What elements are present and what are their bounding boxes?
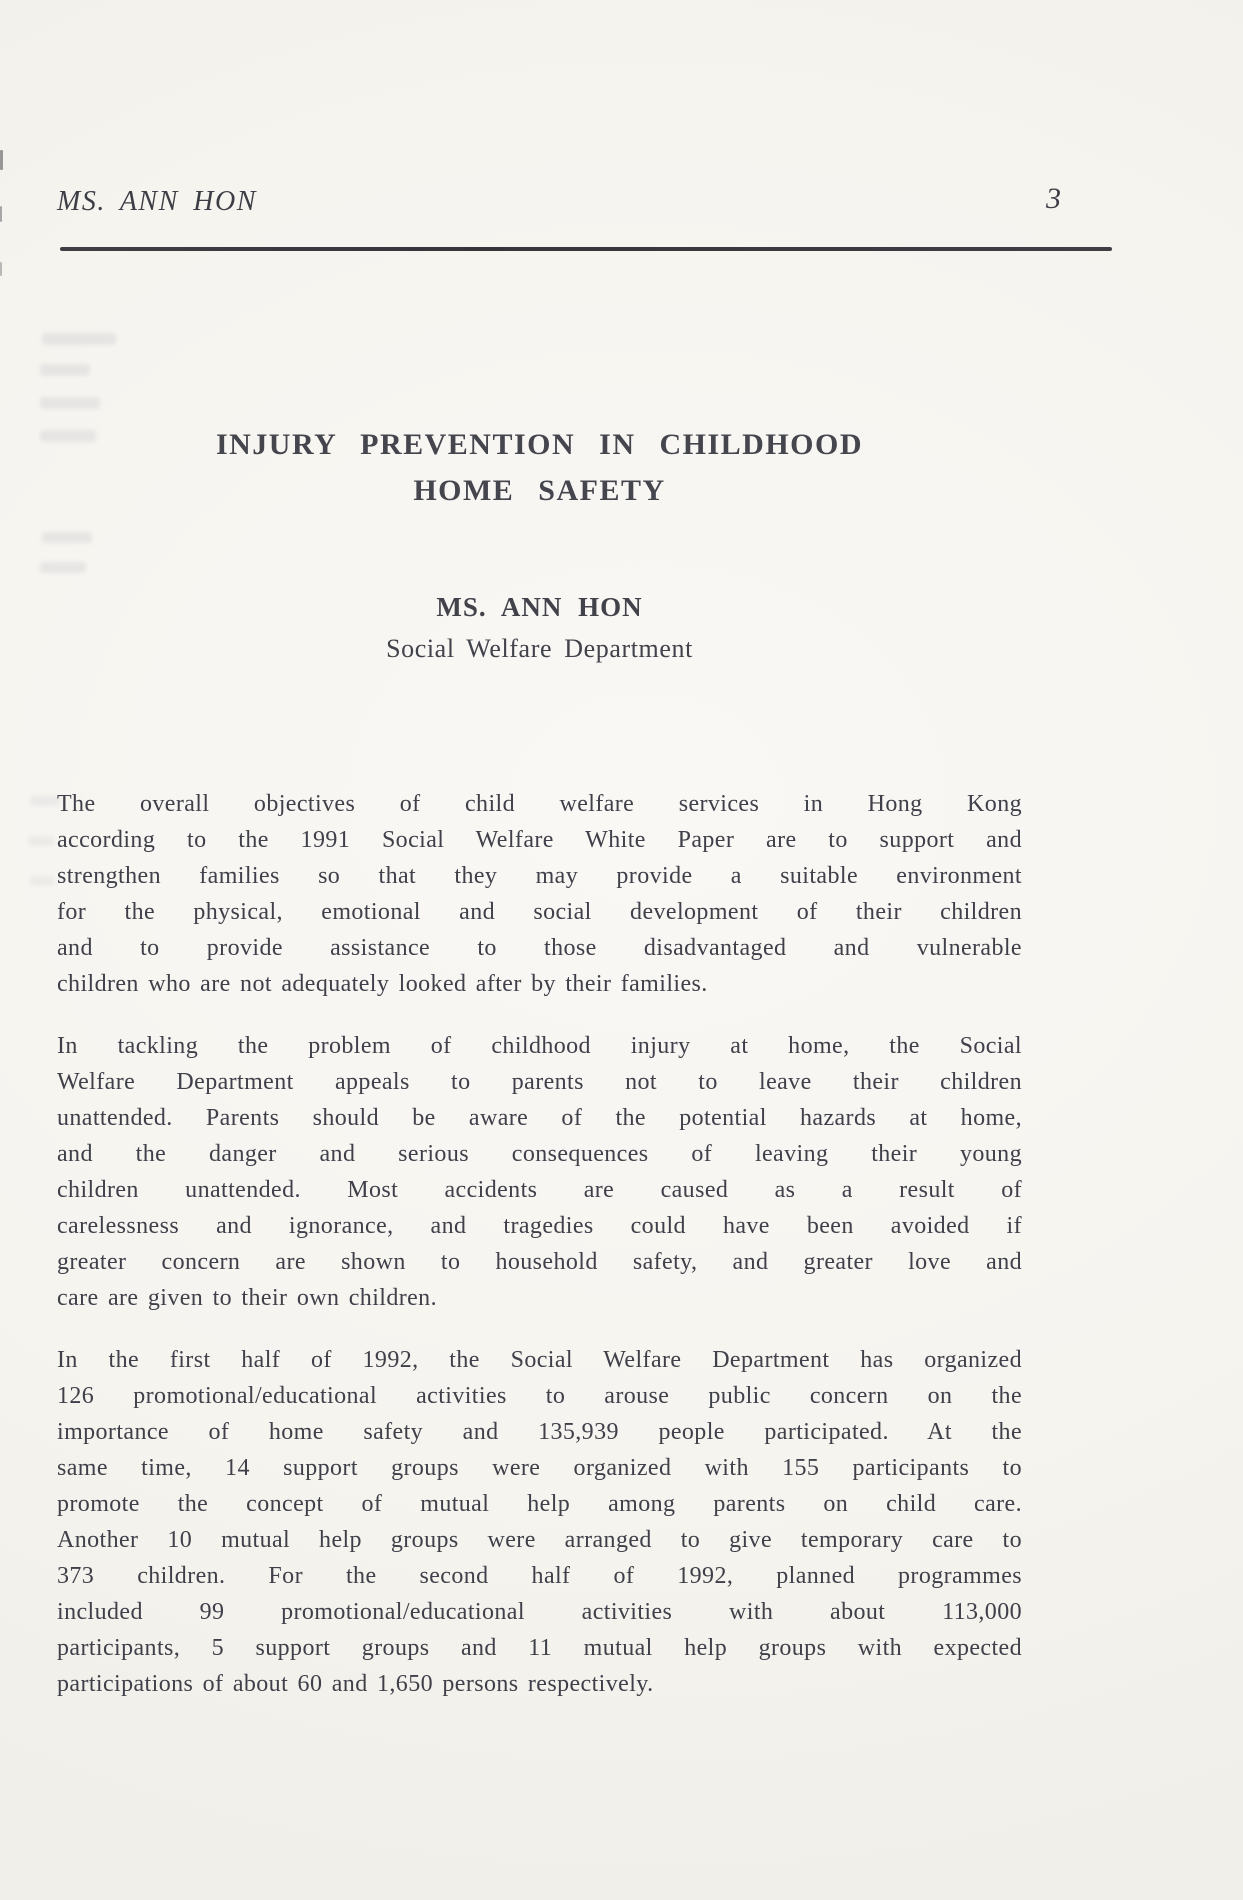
text-line: participants, 5 support groups and 11 mutual help groups with expected xyxy=(57,1635,1022,1661)
scan-edge-artifact xyxy=(0,262,2,276)
bleed-through-artifact xyxy=(40,397,100,409)
bleed-through-artifact xyxy=(42,532,92,543)
text-line: greater concern are shown to household safety, and greater love and xyxy=(57,1249,1022,1275)
bleed-through-artifact xyxy=(30,876,54,886)
text-line: The overall objectives of child welfare services in Hong Kong xyxy=(57,791,1022,817)
text-line: participations of about 60 and 1,650 persons respectively. xyxy=(57,1671,654,1697)
bleed-through-artifact xyxy=(28,836,54,846)
paragraph-2 xyxy=(57,1028,1022,1316)
text-line: Another 10 mutual help groups were arranged to give temporary care to xyxy=(57,1527,1022,1553)
title-line-2: HOME SAFETY xyxy=(413,474,666,507)
bleed-through-artifact xyxy=(40,562,86,573)
byline xyxy=(57,586,1022,670)
author-affiliation: Social Welfare Department xyxy=(386,634,693,663)
text-line: In the first half of 1992, the Social Welfare Department has organized xyxy=(57,1347,1022,1373)
text-line: carelessness and ignorance, and tragedies could have been avoided if xyxy=(57,1213,1022,1239)
text-line: according to the 1991 Social Welfare White Paper are to support and xyxy=(57,827,1022,853)
title-line-1: INJURY PREVENTION IN CHILDHOOD xyxy=(215,428,864,461)
paragraph-1 xyxy=(57,786,1022,1002)
text-line: promote the concept of mutual help among parents on child care. xyxy=(57,1491,1022,1517)
text-line: Welfare Department appeals to parents not to leave their children xyxy=(57,1069,1022,1095)
header-rule xyxy=(60,247,1112,251)
running-header-author: MS. ANN HON xyxy=(57,186,257,217)
text-line: for the physical, emotional and social development of their children xyxy=(57,899,1022,925)
text-line: strengthen families so that they may provide a suitable environment xyxy=(57,863,1022,889)
author-name: MS. ANN HON xyxy=(436,592,643,622)
bleed-through-artifact xyxy=(30,796,60,806)
text-line: and the danger and serious consequences of leaving their young xyxy=(57,1141,1022,1167)
text-line: children unattended. Most accidents are caused as a result of xyxy=(57,1177,1022,1203)
text-line: care are given to their own children. xyxy=(57,1285,437,1311)
text-line: included 99 promotional/educational activities with about 113,000 xyxy=(57,1599,1022,1625)
text-line: unattended. Parents should be aware of the potential hazards at home, xyxy=(57,1105,1022,1131)
scan-edge-artifact xyxy=(0,150,3,170)
text-line: 126 promotional/educational activities to arouse public concern on the xyxy=(57,1383,1022,1409)
bleed-through-artifact xyxy=(42,333,116,345)
page-number: 3 xyxy=(1046,182,1061,215)
paper-title xyxy=(57,422,1022,514)
text-line: In tackling the problem of childhood injury at home, the Social xyxy=(57,1033,1022,1059)
bleed-through-artifact xyxy=(40,364,90,376)
text-line: and to provide assistance to those disadvantaged and vulnerable xyxy=(57,935,1022,961)
text-line: children who are not adequately looked after by their families. xyxy=(57,971,708,997)
body-text xyxy=(57,786,1022,1702)
text-line: importance of home safety and 135,939 people participated. At the xyxy=(57,1419,1022,1445)
text-line: same time, 14 support groups were organized with 155 participants to xyxy=(57,1455,1022,1481)
text-line: 373 children. For the second half of 1992, planned programmes xyxy=(57,1563,1022,1589)
paragraph-3 xyxy=(57,1342,1022,1702)
scan-edge-artifact xyxy=(0,206,2,222)
